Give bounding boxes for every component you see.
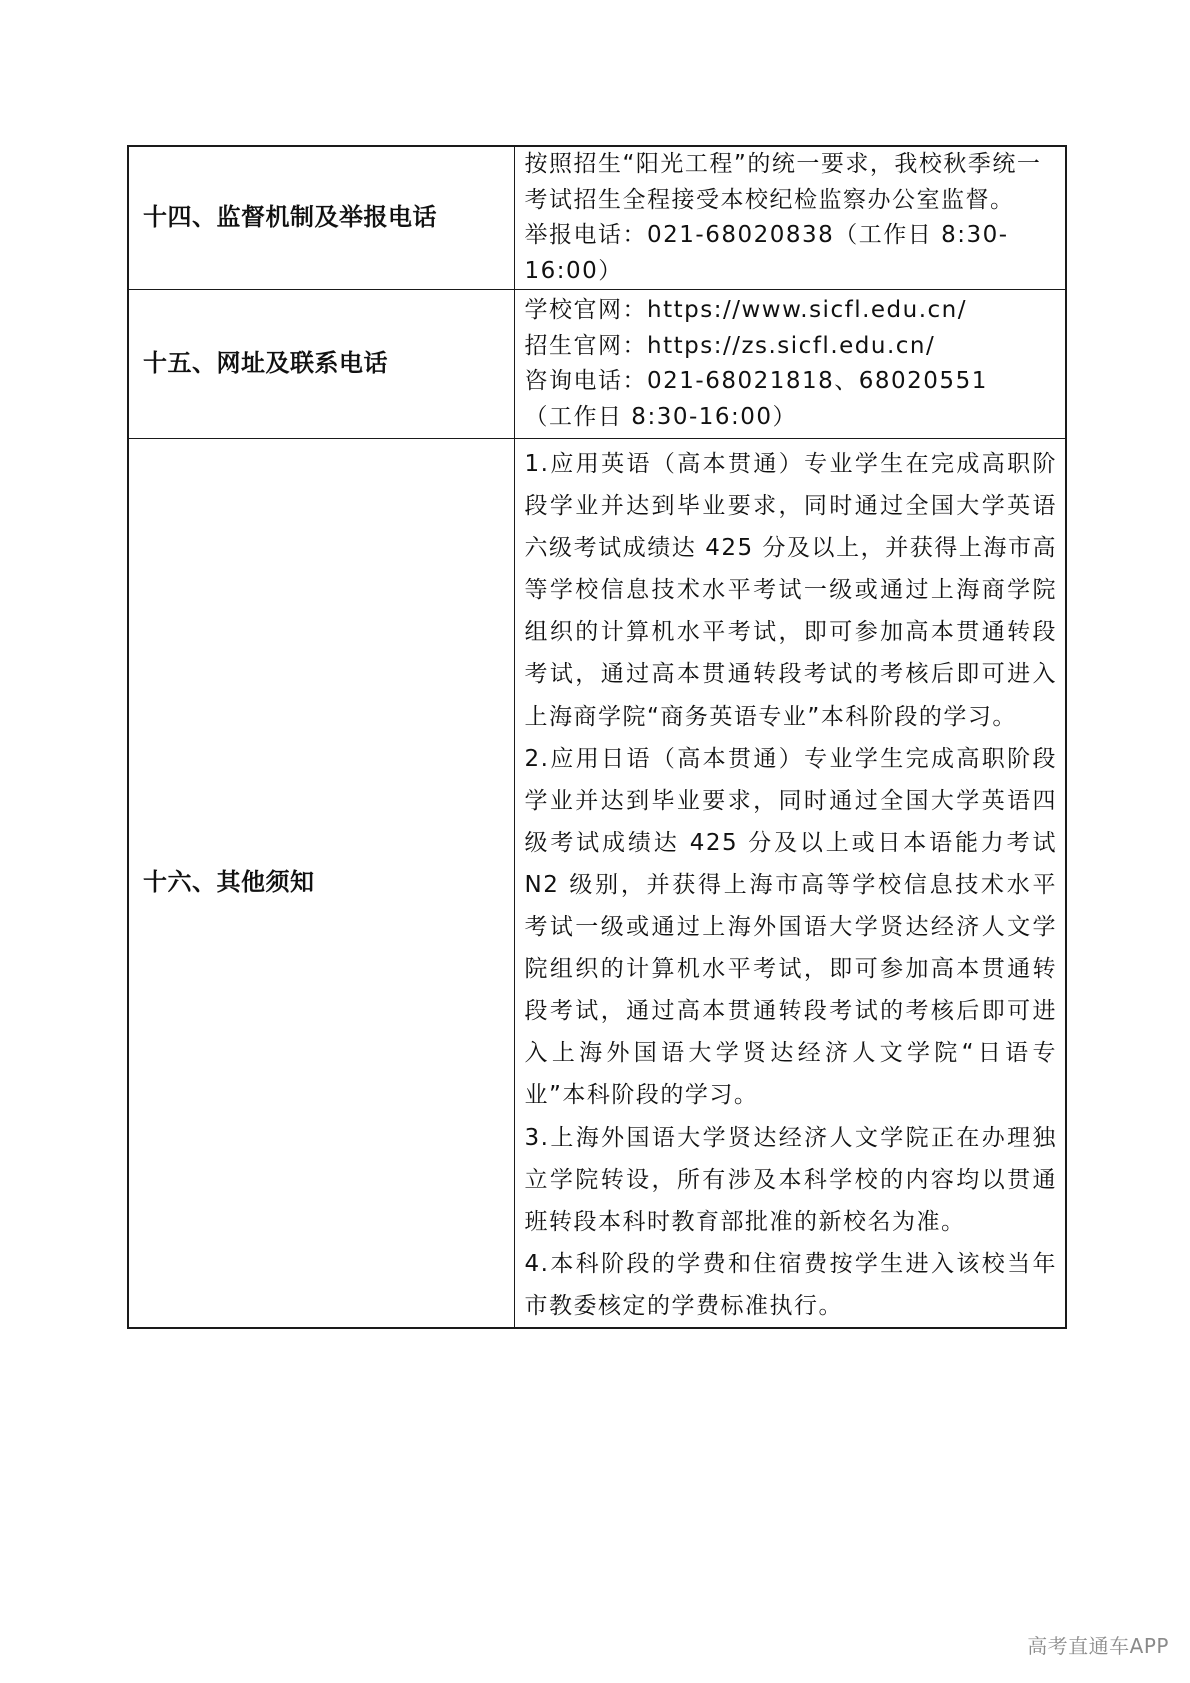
content-line: 咨询电话：021-68021818、68020551 bbox=[524, 368, 988, 394]
row-label: 十五、网址及联系电话 bbox=[128, 290, 514, 439]
content-paragraph: 3.上海外国语大学贤达经济人文学院正在办理独立学院转设，所有涉及本科学校的内容均以贯通班转段本科时教育部批准的新校名为准。 bbox=[524, 1124, 1057, 1235]
row-label: 十六、其他须知 bbox=[128, 439, 514, 1328]
content-paragraph: 按照招生“阳光工程”的统一要求，我校秋季统一考试招生全程接受本校纪检监察办公室监督。 bbox=[524, 151, 1042, 213]
info-table bbox=[127, 145, 1067, 1329]
content-paragraph: 1.应用英语（高本贯通）专业学生在完成高职阶段学业并达到毕业要求，同时通过全国大学英语六级考试成绩达 425 分及以上，并获得上海市高等学校信息技术水平考试一级或通过上海商学院组织的计算机水平考试，即可参加高本贯通转段考试，通过高本贯通转段考试的考核后即可进入上海商学院“商务英语专业”本科阶段的学习。 bbox=[524, 451, 1057, 730]
row-content bbox=[514, 439, 1066, 1328]
content-paragraph: 举报电话：021-68020838（工作日 8:30-16:00） bbox=[524, 222, 1009, 284]
content-line: （工作日 8:30-16:00） bbox=[524, 403, 798, 430]
content-paragraph: 2.应用日语（高本贯通）专业学生完成高职阶段学业并达到毕业要求，同时通过全国大学英语四级考试成绩达 425 分及以上或日本语能力考试 N2 级别，并获得上海市高等学校信息技术水平考试一级或通过上海外国语大学贤达经济人文学院组织的计算机水平考试，即可参加高本贯通转段考试，通过高本贯通转段考试的考核后即可进入上海外国语大学贤达经济人文学院“日语专业”本科阶段的学习。 bbox=[524, 745, 1057, 1109]
content-line: 学校官网：https://www.sicfl.edu.cn/ bbox=[524, 297, 968, 323]
table-row bbox=[128, 439, 1066, 1328]
watermark-text: 高考直通车APP bbox=[1027, 1634, 1169, 1658]
content-line: 招生官网：https://zs.sicfl.edu.cn/ bbox=[524, 332, 936, 359]
content-paragraph: 4.本科阶段的学费和住宿费按学生进入该校当年市教委核定的学费标准执行。 bbox=[524, 1250, 1057, 1319]
table-row bbox=[128, 146, 1066, 290]
row-content bbox=[514, 146, 1066, 290]
row-content bbox=[514, 290, 1066, 439]
table-row bbox=[128, 290, 1066, 439]
row-label: 十四、监督机制及举报电话 bbox=[128, 146, 514, 290]
